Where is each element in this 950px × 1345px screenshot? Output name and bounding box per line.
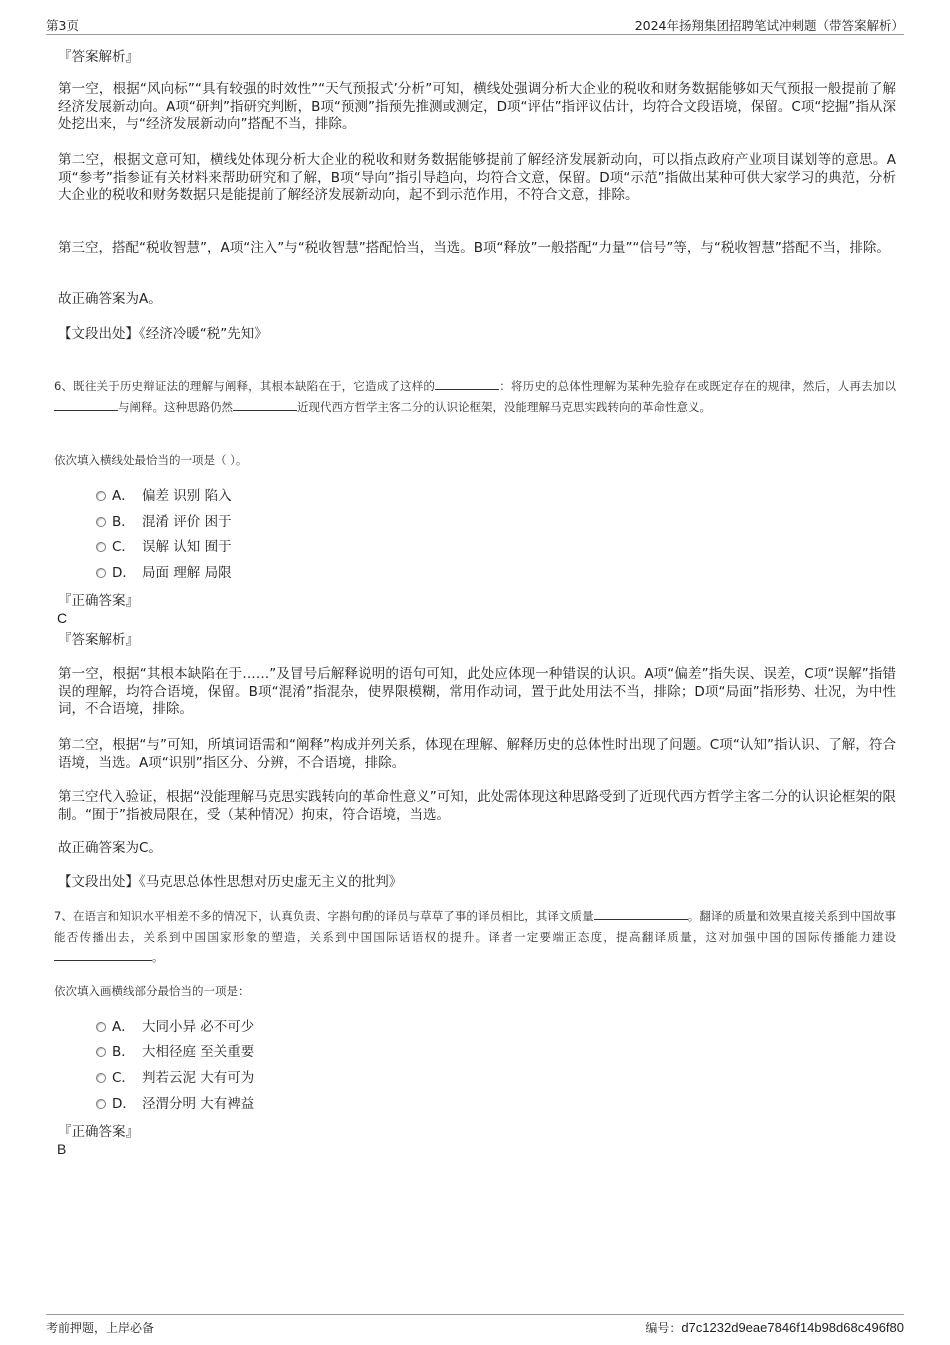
q5-source-block <box>58 326 896 344</box>
option-key: C． <box>112 1070 135 1086</box>
q5-analysis-paragraph: 第三空，搭配“税收智慧”，A项“注入”与“税收智慧”搭配恰当，当选。B项“释放”一般搭配“力量”“信号”等，与“税收智慧”搭配不当，排除。 <box>58 240 890 256</box>
q7-option-a[interactable] <box>96 1018 254 1036</box>
radio-icon[interactable] <box>96 568 106 578</box>
q6-stem-part: ：将历史的总体性理解为某种先验存在或既定存在的规律，然后，人再去加以 <box>499 379 896 393</box>
q7-answer-label: 『正确答案』 <box>58 1124 139 1140</box>
q7-option-d[interactable] <box>96 1095 254 1113</box>
q6-source-block <box>58 874 896 892</box>
option-key: A． <box>112 488 135 504</box>
page-footer <box>46 1314 904 1335</box>
q6-instruction: 依次填入横线处最恰当的一项是（ ）。 <box>54 453 248 467</box>
radio-icon[interactable] <box>96 491 106 501</box>
q5-source: 【文段出处】《经济冷暖“税”先知》 <box>58 326 268 342</box>
q6-stem-part: 与阐释。这种思路仍然 <box>118 399 233 414</box>
q5-analysis-paragraph: 第一空，根据“风向标”“具有较强的时效性”“天气预报式’分析”可知，横线处强调分析大企业的税收和财务数据能够如天气预报一般提前了解经济发展新动向。A项“研判”指研究判断，B项“预测”指预先推测或测定，D项“评估”指评议估计，均符合文段语境，保留。C项“挖掘”指从深处挖出来，与“经济发展新动向”搭配不当，排除。 <box>58 81 896 132</box>
option-key: A． <box>112 1019 135 1035</box>
option-text: 泾渭分明 大有裨益 <box>142 1096 255 1112</box>
q7-option-c[interactable] <box>96 1069 254 1087</box>
page-header <box>46 14 904 35</box>
q7-option-b[interactable] <box>96 1043 254 1061</box>
q6-blank-1 <box>435 376 499 390</box>
footer-code-label: 编号： <box>645 1321 682 1335</box>
q7-stem <box>54 906 896 968</box>
q6-analysis-label: 『答案解析』 <box>58 632 139 648</box>
q6-analysis-label-block <box>58 631 896 649</box>
q6-stem-part: 近现代西方哲学主客二分的认识论框架，没能理解马克思实践转向的革命性意义。 <box>297 399 711 414</box>
q5-analysis-label-block <box>58 48 896 66</box>
q6-analysis-block <box>58 737 896 772</box>
radio-icon[interactable] <box>96 1073 106 1083</box>
option-text: 局面 理解 局限 <box>142 565 232 581</box>
option-text: 大同小异 必不可少 <box>142 1019 255 1035</box>
q5-analysis-paragraph: 第二空，根据文意可知，横线处体现分析大企业的税收和财务数据能够提前了解经济发展新动向，可以指点政府产业项目谋划等的意思。A项“参考”指参证有关材料来帮助研究和了解，B项“导向”指引导趋向，均符合文意，保留。D项“示范”指做出某种可供大家学习的典范，分析大企业的税收和财务数据只是能提前了解经济发展新动向，起不到示范作用，不符合文意，排除。 <box>58 152 896 203</box>
q6-option-d[interactable] <box>96 564 232 582</box>
q6-analysis-block <box>58 666 896 719</box>
option-key: B． <box>112 514 135 530</box>
q6-answer: C <box>57 610 68 626</box>
radio-icon[interactable] <box>96 1022 106 1032</box>
q7-stem-part: 。翻译的质量和效果直接关系到中国故事能否传播出去，关系到中国国家形象的塑造，关系到中国国际话语权的提升。译者一定要端正态度，提高翻译质量，这对加强中国的国际传播能力建设 <box>54 909 896 944</box>
radio-icon[interactable] <box>96 542 106 552</box>
option-text: 偏差 识别 陷入 <box>142 488 232 504</box>
footer-code-value: d7c1232d9eae7846f14b98d68c496f80 <box>681 1320 904 1335</box>
option-key: C． <box>112 539 135 555</box>
q7-stem-part: 7、在语言和知识水平相差不多的情况下，认真负责、字斟句酌的译员与草草了事的译员相比，其译文质量 <box>54 909 594 923</box>
q5-analysis-label: 『答案解析』 <box>58 49 139 65</box>
q6-analysis-paragraph: 第三空代入验证，根据“没能理解马克思实践转向的革命性意义”可知，此处需体现这种思路受到了近现代西方哲学主客二分的认识论框架的限制。“囿于”指被局限在，受（某种情况）拘束，符合语境，当选。 <box>58 789 896 823</box>
q7-stem-part: 。 <box>152 950 164 964</box>
q6-answer-label-block <box>58 592 896 610</box>
q6-analysis-paragraph: 第一空，根据“其根本缺陷在于……”及冒号后解释说明的语句可知，此处应体现一种错误的认识。A项“偏差”指失误、误差，C项“误解”指错误的理解，均符合语境，保留。B项“混淆”指混杂，使界限模糊，常用作动词，置于此处用法不当，排除；D项“局面”指形势、壮况，为中性词，不合语境，排除。 <box>58 666 896 717</box>
q6-blank-3 <box>233 397 297 411</box>
q5-conclusion-block <box>58 291 896 309</box>
q6-option-b[interactable] <box>96 513 232 531</box>
page-number: 第3页 <box>46 18 79 33</box>
q5-analysis-block <box>58 81 896 134</box>
q6-conclusion: 故正确答案为C。 <box>58 840 162 856</box>
document-title: 2024年扬翔集团招聘笔试冲刺题（带答案解析） <box>634 18 904 33</box>
radio-icon[interactable] <box>96 517 106 527</box>
q5-analysis-block <box>58 240 896 258</box>
q7-answer-label-block <box>58 1123 896 1141</box>
option-key: B． <box>112 1044 135 1060</box>
q6-answer-label: 『正确答案』 <box>58 593 139 609</box>
q6-source: 【文段出处】《马克思总体性思想对历史虚无主义的批判》 <box>58 874 403 890</box>
option-text: 误解 认知 囿于 <box>142 539 232 555</box>
option-key: D． <box>112 565 136 581</box>
q7-instruction: 依次填入画横线部分最恰当的一项是： <box>54 984 250 998</box>
q6-option-a[interactable] <box>96 487 232 505</box>
q6-analysis-paragraph: 第二空，根据“与”可知，所填词语需和“阐释”构成并列关系，体现在理解、解释历史的总体性时出现了问题。C项“认知”指认识、了解，符合语境，当选。A项“识别”指区分、分辨，不合语境，排除。 <box>58 737 896 771</box>
q6-blank-2 <box>54 397 118 411</box>
q6-stem <box>54 376 896 417</box>
q5-conclusion: 故正确答案为A。 <box>58 291 162 307</box>
q6-stem-part: 6、既往关于历史辩证法的理解与阐释，其根本缺陷在于，它造成了这样的 <box>54 379 436 393</box>
option-key: D． <box>112 1096 136 1112</box>
q7-answer: B <box>57 1141 67 1157</box>
option-text: 混淆 评价 困于 <box>142 514 232 530</box>
q6-conclusion-block <box>58 840 896 858</box>
q6-option-c[interactable] <box>96 538 232 556</box>
footer-code <box>645 1319 904 1336</box>
footer-slogan: 考前押题，上岸必备 <box>46 1321 155 1335</box>
q7-blank-1 <box>594 906 688 920</box>
radio-icon[interactable] <box>96 1047 106 1057</box>
q6-analysis-block <box>58 789 896 824</box>
q5-analysis-block <box>58 152 896 205</box>
radio-icon[interactable] <box>96 1099 106 1109</box>
option-text: 判若云泥 大有可为 <box>142 1070 255 1086</box>
q7-blank-2 <box>54 947 152 961</box>
option-text: 大相径庭 至关重要 <box>142 1044 255 1060</box>
